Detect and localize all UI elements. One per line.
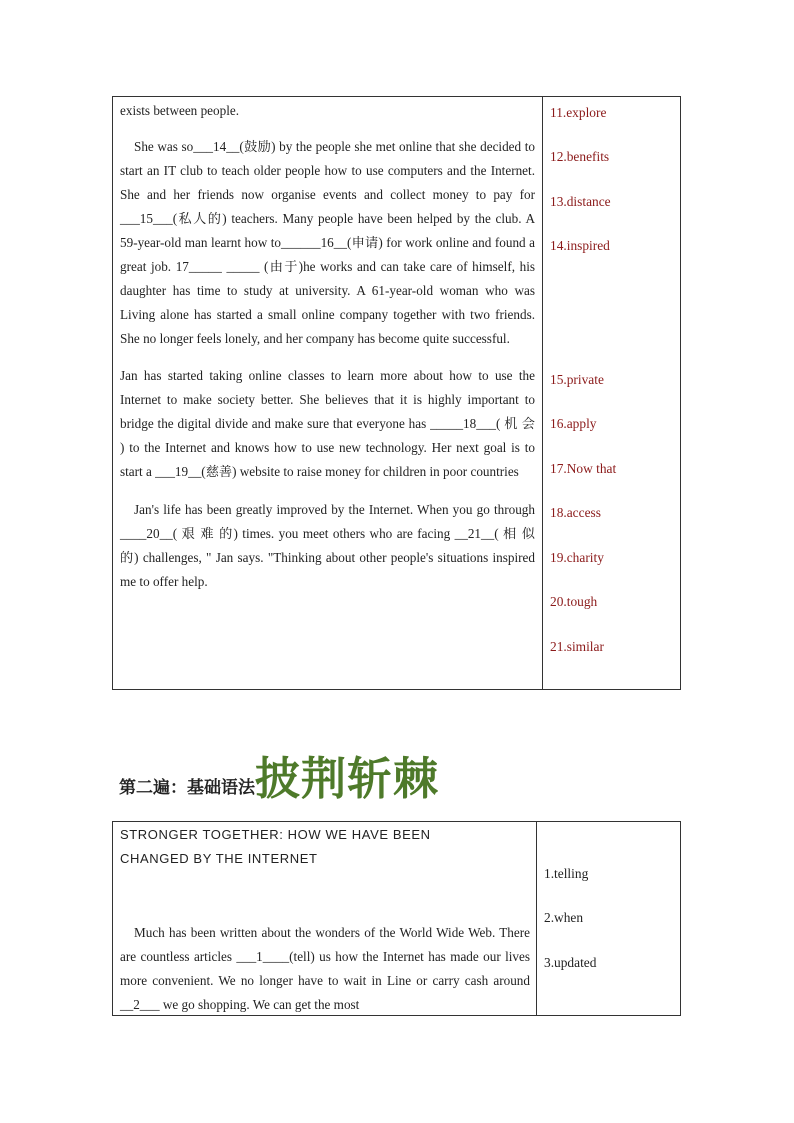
passage-column bbox=[120, 99, 535, 594]
reading-table-2 bbox=[112, 821, 681, 1016]
answer-item: 16.apply bbox=[550, 416, 597, 431]
answer-item: 11.explore bbox=[550, 105, 607, 120]
answer-item: 3.updated bbox=[544, 955, 597, 970]
passage-paragraph: Much has been written about the wonders of the World Wide Web. There are countless articles ___1____(tell) us how the Internet has made our lives more convenient. We no longer have to wait in Line or carry cash around __2___ we go shopping. We can get the most bbox=[120, 925, 530, 1012]
column-divider bbox=[542, 97, 543, 689]
passage-paragraph: Jan has started taking online classes to learn more about how to use the Internet to make society better. She believes that it is highly important to bridge the digital divide and make sure that everyone has _____18___( 机 会 ) to the Internet and knows how to use new technology. Her next goal is to start a ___19__(慈善) website to raise money for children in poor countries bbox=[120, 368, 535, 479]
passage-column bbox=[120, 823, 530, 1017]
answer-item: 14.inspired bbox=[550, 238, 610, 253]
section-heading-title: 披荆斩棘 bbox=[255, 752, 440, 805]
answer-item: 13.distance bbox=[550, 194, 611, 209]
passage-paragraph: She was so___14__(鼓励) by the people she met online that she decided to start an IT club to teach older people how to use computers and the Internet. She and her friends now organise events and collect money to pay for ___15___(私人的) teachers. Many people have been helped by the club. A 59-year-old man learnt how to______16__(申请) for work online and found a great job. 17_____ _____ (由于)he works and can take care of himself, his daughter has time to study at university. A 61-year-old woman who was Living alone has started a small online company together with two friends. She no longer feels lonely, and her company has become quite successful. bbox=[120, 139, 535, 346]
answer-item: 17.Now that bbox=[550, 461, 617, 476]
section-heading bbox=[119, 747, 439, 807]
column-divider bbox=[536, 822, 537, 1015]
answer-item: 21.similar bbox=[550, 639, 604, 654]
passage-title-line: STRONGER TOGETHER: HOW WE HAVE BEEN bbox=[120, 827, 431, 842]
passage-paragraph: exists between people. bbox=[120, 103, 240, 118]
passage-paragraph: Jan's life has been greatly improved by the Internet. When you go through ____20__( 艰 难 的) times. you meet others who are facing __21__( 相 似 的) challenges, " Jan says. "Thinking about other people's situations inspired me to offer help. bbox=[120, 502, 535, 589]
answer-item: 15.private bbox=[550, 372, 604, 387]
answer-item: 18.access bbox=[550, 505, 601, 520]
passage-title-line: CHANGED BY THE INTERNET bbox=[120, 851, 318, 866]
answer-item: 20.tough bbox=[550, 594, 598, 609]
section-heading-label: 第二遍：基础语法 bbox=[119, 778, 255, 798]
answer-item: 12.benefits bbox=[550, 149, 610, 164]
reading-table-1 bbox=[112, 96, 681, 690]
answer-item: 2.when bbox=[544, 910, 584, 925]
answer-item: 1.telling bbox=[544, 866, 589, 881]
answer-item: 19.charity bbox=[550, 550, 604, 565]
